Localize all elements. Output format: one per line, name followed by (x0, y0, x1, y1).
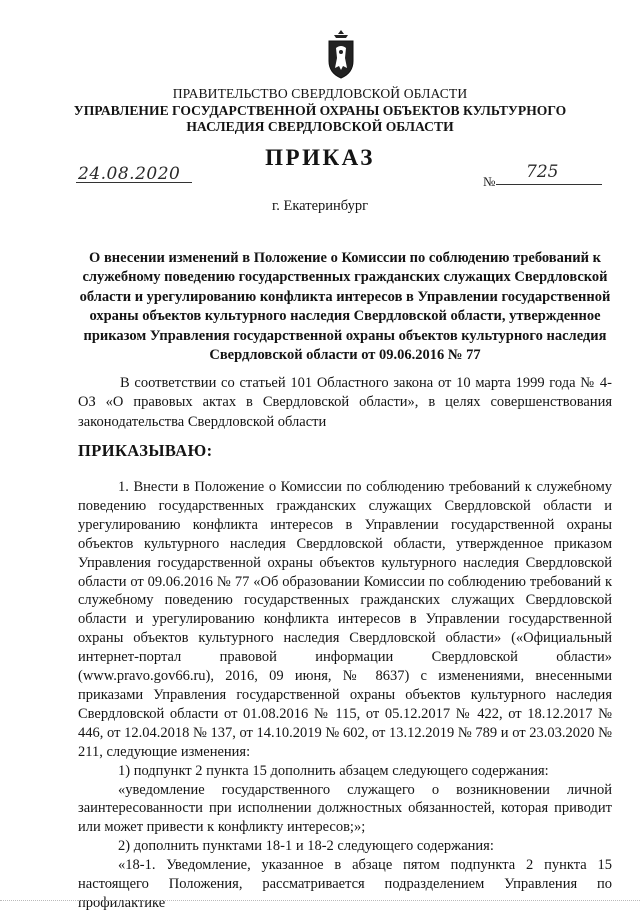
preamble: В соответствии со статьей 101 Областного закона от 10 марта 1999 года № 4-ОЗ «О правовых актах в Свердловской области», в целях совершенствования законодательства Свердловской области (78, 375, 612, 430)
date-underline (76, 182, 192, 183)
number-underline (496, 184, 602, 185)
order-number-handwritten: 725 (526, 162, 559, 182)
document-type: ПРИКАЗ (265, 145, 375, 170)
paragraph-4: 2) дополнить пунктами 18-1 и 18-2 следующего содержания: (118, 838, 494, 855)
paragraph-2: 1) подпункт 2 пункта 15 дополнить абзацем следующего содержания: (118, 762, 549, 779)
page-edge (0, 900, 640, 901)
order-date-handwritten: 24.08.2020 (78, 164, 181, 184)
paragraph-5: «18-1. Уведомление, указанное в абзаце пятом подпункта 2 пункта 15 настоящего Положения, рассматривается подразделением Управления по профилактике (78, 857, 612, 911)
paragraph-3: «уведомление государственного служащего о возникновении личной заинтересованности при исполнении должностных обязанностей, которая приводит или может привести к конфликту интересов;»; (78, 781, 612, 836)
order-body (78, 478, 612, 913)
paragraph-1: 1. Внести в Положение о Комиссии по соблюдению требований к служебному поведению государственных гражданских служащих Свердловской области и урегулированию конфликта интересов в Управлении государственной охраны объектов культурного наследия Свердловской области, утвержденное приказом Управления государственной охраны объектов культурного наследия Свердловской области от 09.06.2016 № 77 «Об образовании Комиссии по соблюдению требований к служебному поведению государственных гражданских служащих Свердловской области и урегулированию конфликта интересов в Управлении государственной охраны объектов культурного наследия Свердловской области» («Официальный интернет-портал правовой информации Свердловской области» (www.pravo.gov66.ru), 2016, 09 июня, № 8637) с изменениями, внесенными приказами Управления государственной охраны объектов культурного наследия Свердловской области от 01.08.2016 № 115, от 05.12.2017 № 422, от 18.12.2017 № 446, от 12.04.2018 № 137, от 14.10.2019 № 602, от 13.12.2019 № 789 и от 23.03.2020 № 211, следующие изменения: (78, 479, 612, 760)
sverdlovsk-coat-of-arms-icon (326, 28, 356, 80)
city: г. Екатеринбург (271, 198, 369, 214)
document-title: О внесении изменений в Положение о Комиссии по соблюдению требований к служебному поведению государственных гражданских служащих Свердловской области и урегулированию конфликта интересов в Управлении государственной охраны объектов культурного наследия Свердловской области, утвержденное приказом Управления государственной охраны объектов культурного наследия Свердловской области от 09.06.2016 № 77 (79, 250, 611, 364)
order-number-label: № (483, 174, 496, 189)
department-name: УПРАВЛЕНИЕ ГОСУДАРСТВЕННОЙ ОХРАНЫ ОБЪЕКТОВ КУЛЬТУРНОГО НАСЛЕДИЯ СВЕРДЛОВСКОЙ ОБЛАСТИ (73, 103, 567, 134)
order-word: ПРИКАЗЫВАЮ: (78, 441, 213, 460)
government-name: ПРАВИТЕЛЬСТВО СВЕРДЛОВСКОЙ ОБЛАСТИ (172, 86, 468, 101)
